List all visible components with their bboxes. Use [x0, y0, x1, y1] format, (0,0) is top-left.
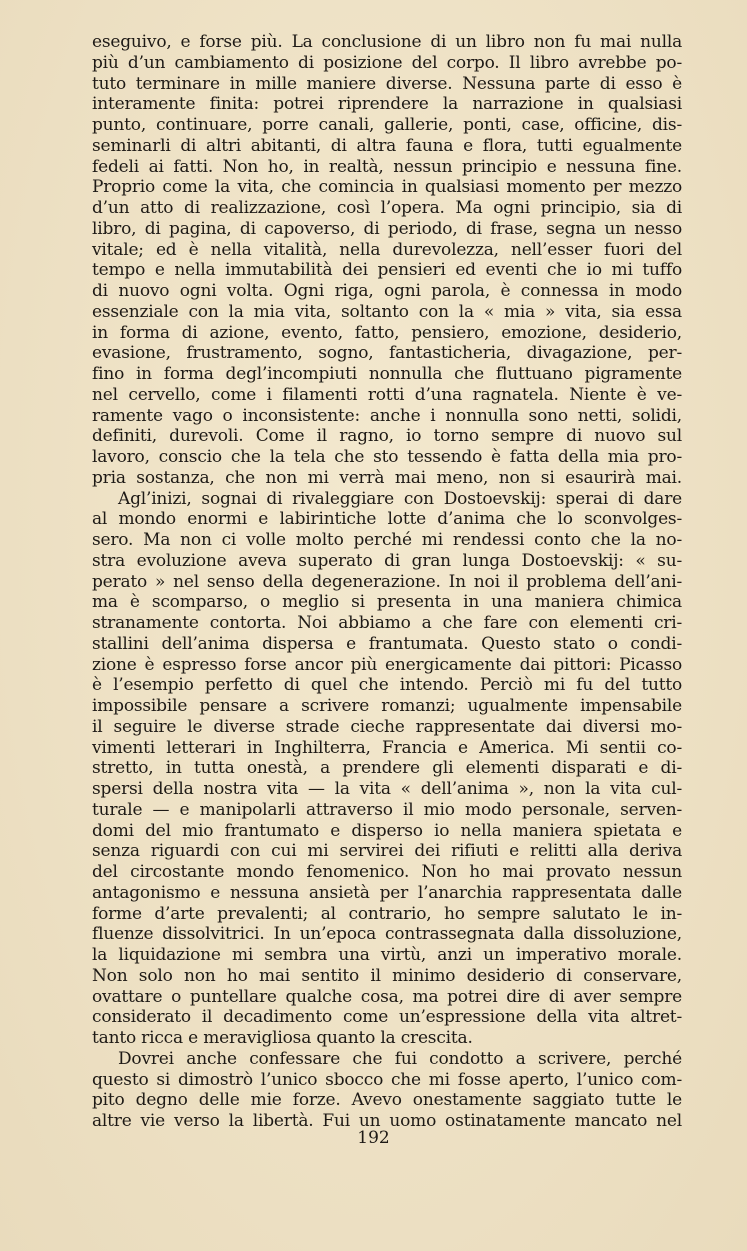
text-line: di nuovo ogni volta. Ogni riga, ogni parola, è connessa in modo: [92, 281, 682, 301]
text-line: tempo e nella immutabilità dei pensieri ed eventi che io mi tuffo: [92, 260, 682, 281]
text-line: pria sostanza, che non mi verrà mai meno, non si esaurirà mai.: [92, 467, 682, 488]
text-line: vitale; ed è nella vitalità, nella durevolezza, nell’esser fuori del: [92, 239, 682, 260]
text-line: domi del mio frantumato e disperso io nella maniera spietata e: [92, 820, 682, 841]
text-line: Non solo non ho mai sentito il minimo desiderio di conservare,: [92, 965, 682, 986]
text-line: antagonismo e nessuna ansietà per l’anarchia rappresentata dalle: [92, 882, 682, 903]
text-line: stretto, in tutta onestà, a prendere gli elementi disparati e di-: [92, 758, 682, 779]
text-line: impossibile pensare a scrivere romanzi; ugualmente impensabile: [92, 696, 682, 716]
text-line: sero. Ma non ci volle molto perché mi rendessi conto che la no-: [92, 530, 682, 550]
text-line: lavoro, conscio che la tela che sto tessendo è fatta della mia pro-: [92, 447, 682, 467]
text-line: essenziale con la mia vita, soltanto con la « mia » vita, sia essa: [92, 301, 682, 322]
text-line: fluenze dissolvitrici. In un’epoca contrassegnata dalla dissoluzione,: [92, 924, 682, 945]
text-line: stra evoluzione aveva superato di gran lunga Dostoevskij: « su-: [92, 550, 682, 571]
text-line: Dovrei anche confessare che fui condotto a scrivere, perché: [118, 1048, 682, 1069]
text-line: altre vie verso la libertà. Fui un uomo ostinatamente mancato nel: [92, 1111, 682, 1131]
text-line: stranamente contorta. Noi abbiamo a che fare con elementi cri-: [92, 613, 682, 633]
text-line: zione è espresso forse ancor più energicamente dai pittori: Picasso: [92, 654, 682, 675]
text-line: in forma di azione, evento, fatto, pensiero, emozione, desiderio,: [92, 322, 682, 343]
text-line: considerato il decadimento come un’espressione della vita altret-: [92, 1007, 682, 1028]
text-line: Agl’inizi, sognai di rivaleggiare con Dostoevskij: sperai di dare: [118, 488, 682, 509]
text-line: eseguivo, e forse più. La conclusione di un libro non fu mai nulla: [92, 32, 682, 52]
text-line: stallini dell’anima dispersa e frantumata. Questo stato o condi-: [92, 633, 682, 654]
text-line: ma è scomparso, o meglio si presenta in una maniera chimica: [92, 592, 682, 613]
text-line: è l’esempio perfetto di quel che intendo. Perciò mi fu del tutto: [92, 675, 682, 696]
text-line: perato » nel senso della degenerazione. In noi il problema dell’ani-: [92, 571, 682, 592]
text-line: ramente vago o inconsistente: anche i nonnulla sono netti, solidi,: [92, 405, 682, 426]
text-line: del circostante mondo fenomenico. Non ho mai provato nessun: [92, 862, 682, 882]
text-line: interamente finita: potrei riprendere la narrazione in qualsiasi: [92, 94, 682, 115]
text-line: forme d’arte prevalenti; al contrario, ho sempre salutato le in-: [92, 903, 682, 924]
text-line: ovattare o puntellare qualche cosa, ma potrei dire di aver sempre: [92, 986, 682, 1007]
text-line: libro, di pagina, di capoverso, di periodo, di frase, segna un nesso: [92, 218, 682, 239]
text-line: tanto ricca e meravigliosa quanto la crescita.: [92, 1028, 473, 1048]
text-line: fino in forma degl’incompiuti nonnulla che fluttuano pigramente: [92, 364, 682, 384]
text-line: più d’un cambiamento di posizione del corpo. Il libro avrebbe po-: [92, 52, 682, 73]
body-text: [92, 32, 682, 1132]
text-line: Proprio come la vita, che comincia in qualsiasi momento per mezzo: [92, 177, 682, 198]
text-line: senza riguardi con cui mi servirei dei rifiuti e relitti alla deriva: [92, 841, 682, 862]
text-line: questo si dimostrò l’unico sbocco che mi fosse aperto, l’unico com-: [92, 1069, 682, 1090]
text-line: la liquidazione mi sembra una virtù, anzi un imperativo morale.: [92, 945, 682, 965]
text-line: al mondo enormi e labirintiche lotte d’anima che lo sconvolges-: [92, 509, 682, 530]
text-line: d’un atto di realizzazione, così l’opera. Ma ogni principio, sia di: [92, 198, 682, 218]
text-line: pito degno delle mie forze. Avevo onestamente saggiato tutte le: [92, 1090, 682, 1111]
text-line: evasione, frustramento, sogno, fantasticheria, divagazione, per-: [92, 343, 682, 364]
text-line: nel cervello, come i filamenti rotti d’una ragnatela. Niente è ve-: [92, 384, 682, 405]
text-line: turale — e manipolarli attraverso il mio modo personale, serven-: [92, 799, 682, 820]
page-number: 192: [357, 1128, 390, 1148]
text-line: tuto terminare in mille maniere diverse. Nessuna parte di esso è: [92, 73, 682, 94]
text-line: punto, continuare, porre canali, gallerie, ponti, case, officine, dis-: [92, 115, 682, 135]
text-line: il seguire le diverse strade cieche rappresentate dai diversi mo-: [92, 716, 682, 737]
text-line: definiti, durevoli. Come il ragno, io torno sempre di nuovo sul: [92, 426, 682, 447]
text-line: spersi della nostra vita — la vita « dell’anima », non la vita cul-: [92, 779, 682, 799]
text-line: vimenti letterari in Inghilterra, Francia e America. Mi sentii co-: [92, 737, 682, 758]
text-line: fedeli ai fatti. Non ho, in realtà, nessun principio e nessuna fine.: [92, 156, 682, 177]
text-line: seminarli di altri abitanti, di altra fauna e flora, tutti egualmente: [92, 135, 682, 156]
